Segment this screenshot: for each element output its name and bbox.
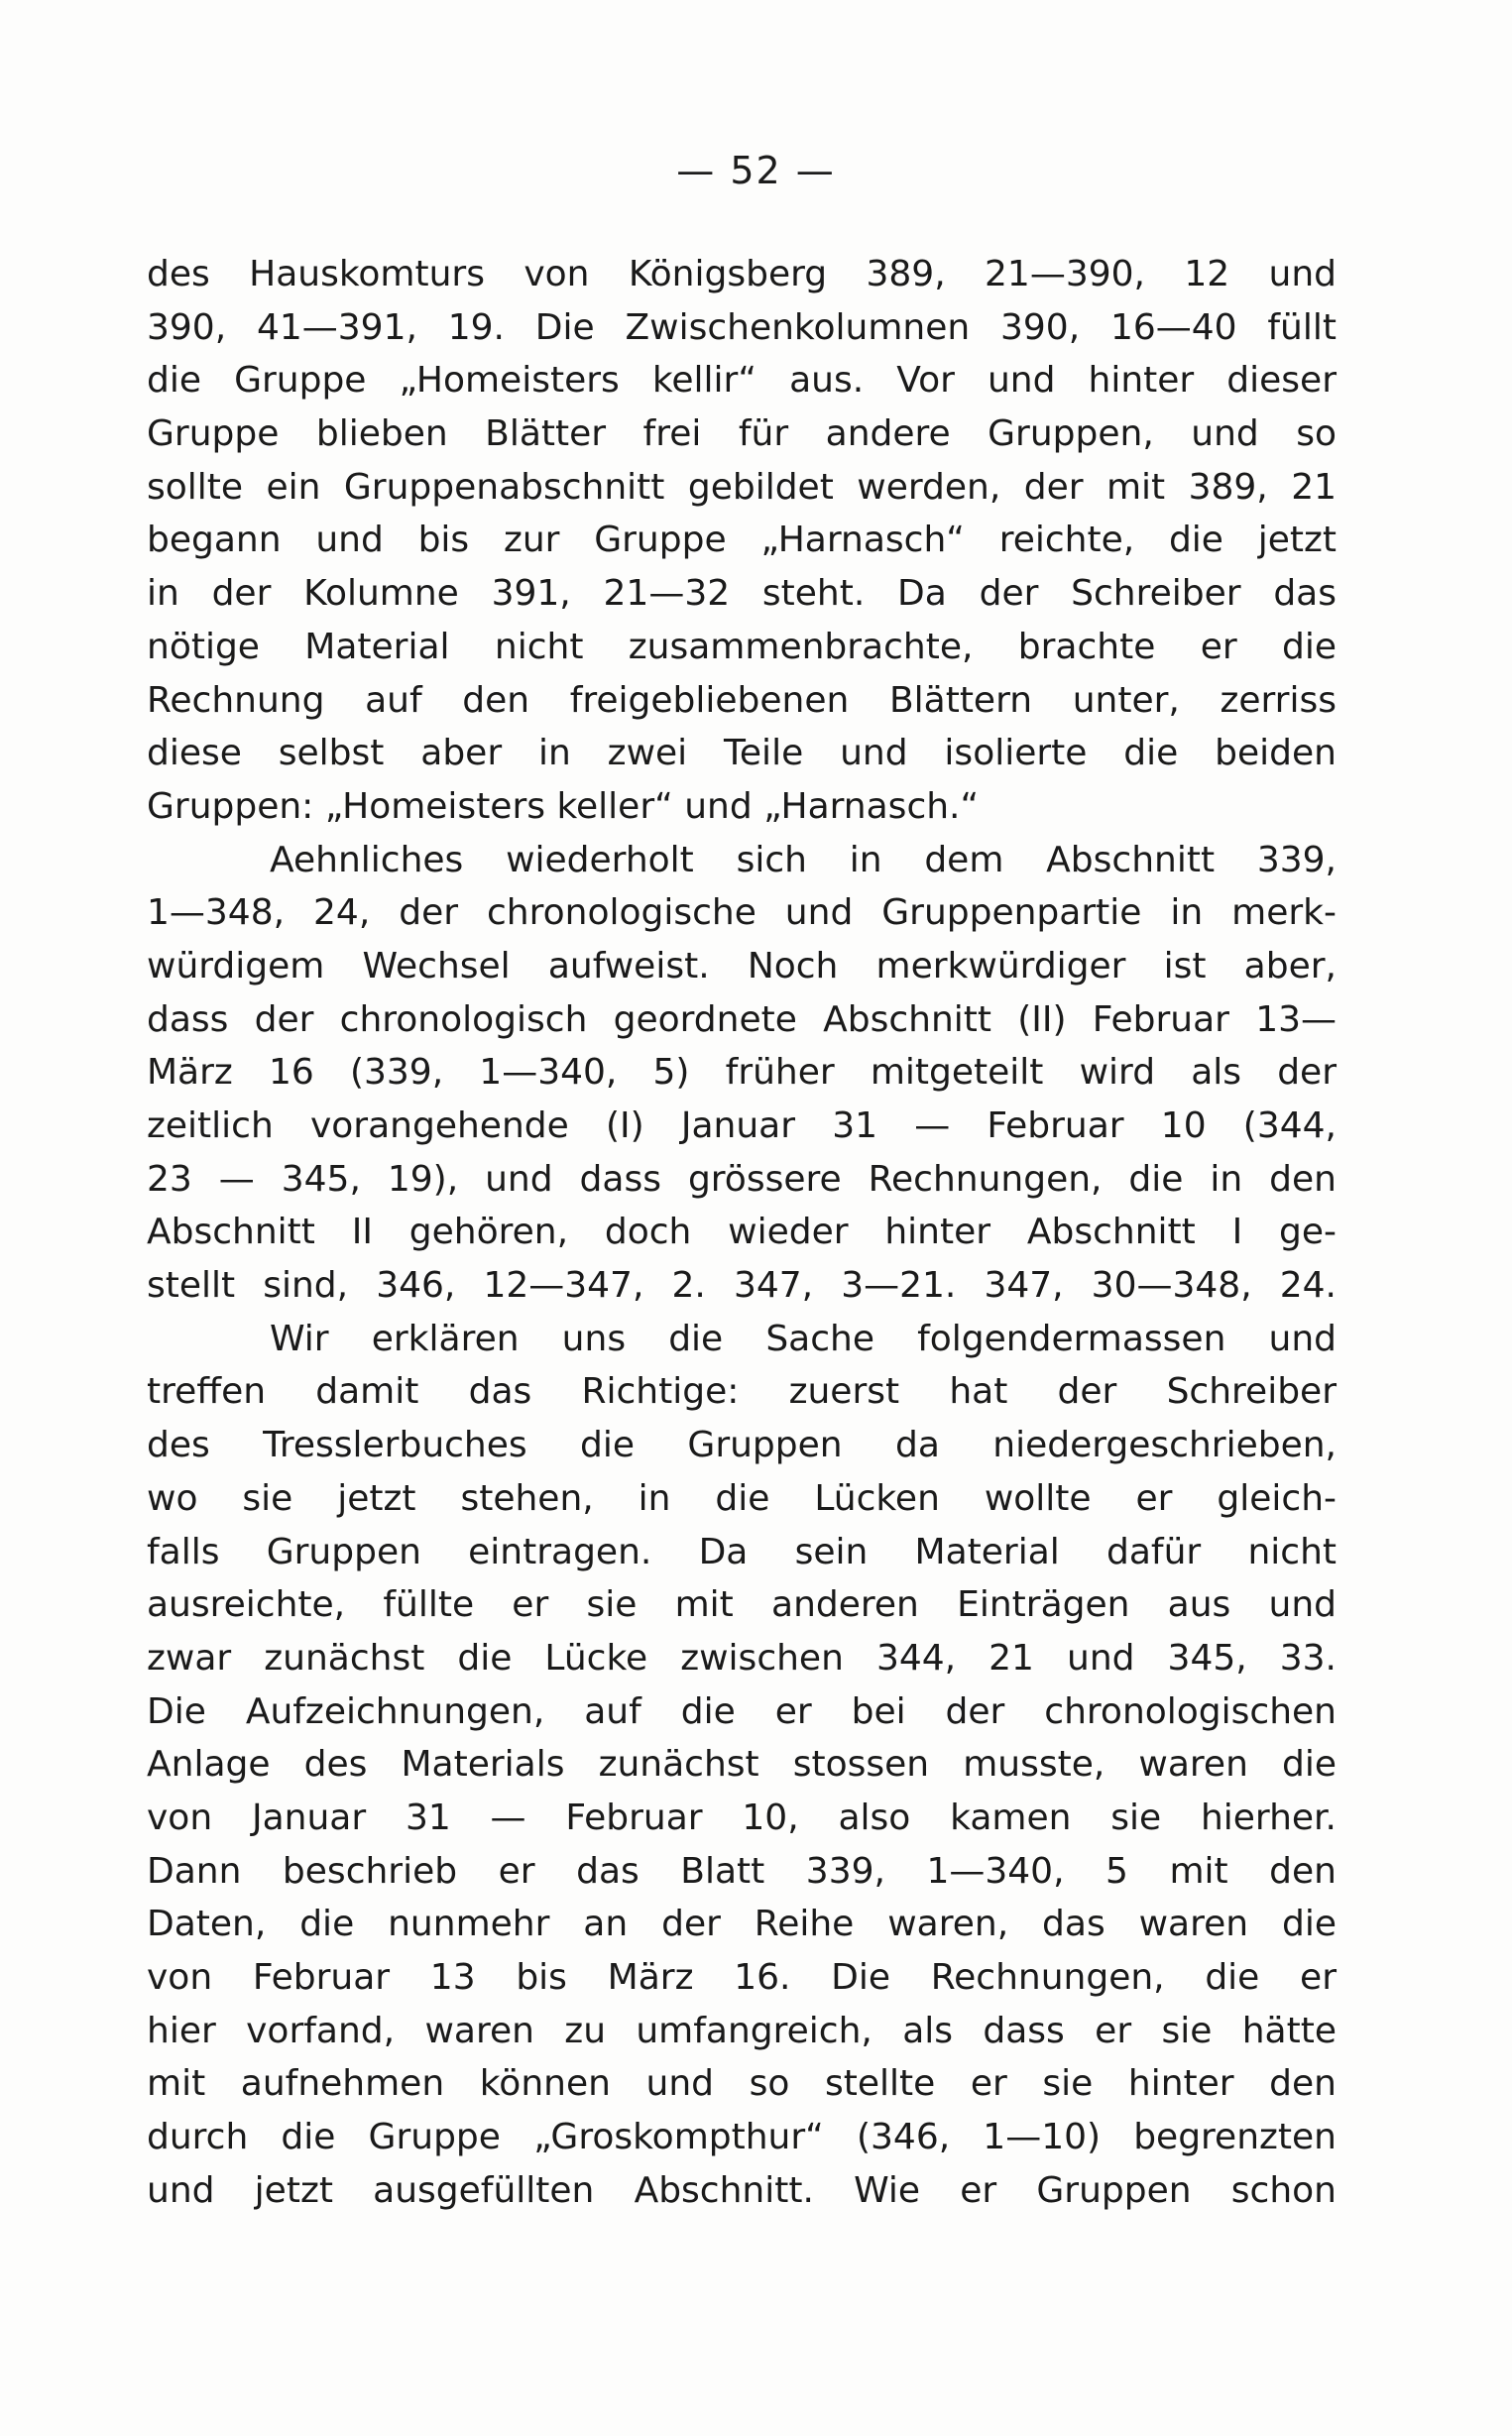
text-line: nötige Material nicht zusammenbrachte, brachte er die bbox=[147, 626, 1337, 667]
text-line: 1—348, 24, der chronologische und Gruppenpartie in merk- bbox=[147, 892, 1337, 934]
text-line: 390, 41—391, 19. Die Zwischenkolumnen 390, 16—40 füllt bbox=[147, 306, 1337, 348]
text-line: hier vorfand, waren zu umfangreich, als dass er sie hätte bbox=[147, 2010, 1337, 2051]
text-line: März 16 (339, 1—340, 5) früher mitgeteilt wird als der bbox=[147, 1052, 1337, 1094]
text-line: und jetzt ausgefüllten Abschnitt. Wie er Gruppen schon bbox=[147, 2169, 1337, 2211]
text-line: treffen damit das Richtige: zuerst hat der Schreiber bbox=[147, 1371, 1337, 1413]
text-line: 23 — 345, 19), und dass grössere Rechnungen, die in den bbox=[147, 1158, 1337, 1200]
text-line: ausreichte, füllte er sie mit anderen Einträgen aus und bbox=[147, 1584, 1337, 1626]
text-line: die Gruppe „Homeisters kellir“ aus. Vor und hinter dieser bbox=[147, 360, 1337, 402]
text-line: Abschnitt II gehören, doch wieder hinter Abschnitt I ge- bbox=[147, 1212, 1337, 1253]
text-line: Die Aufzeichnungen, auf die er bei der chronologischen bbox=[147, 1690, 1337, 1732]
text-line: des Tresslerbuches die Gruppen da niedergeschrieben, bbox=[147, 1425, 1337, 1466]
text-line: Anlage des Materials zunächst stossen musste, waren die bbox=[147, 1744, 1337, 1786]
text-line: Gruppen: „Homeisters keller“ und „Harnasch.“ bbox=[147, 785, 980, 827]
text-line: in der Kolumne 391, 21—32 steht. Da der Schreiber das bbox=[147, 573, 1337, 615]
text-line: des Hauskomturs von Königsberg 389, 21—390, 12 und bbox=[147, 254, 1337, 294]
page-number: — 52 — bbox=[676, 149, 836, 192]
text-line: Daten, die nunmehr an der Reihe waren, das waren die bbox=[147, 1904, 1337, 1945]
text-line: Dann beschrieb er das Blatt 339, 1—340, 5 mit den bbox=[147, 1850, 1337, 1892]
text-line: würdigem Wechsel aufweist. Noch merkwürdiger ist aber, bbox=[147, 945, 1337, 986]
text-line: von Februar 13 bis März 16. Die Rechnungen, die er bbox=[147, 1957, 1337, 1998]
text-line: Rechnung auf den freigebliebenen Blättern unter, zerriss bbox=[147, 679, 1337, 721]
text-line: Aehnliches wiederholt sich in dem Abschnitt 339, bbox=[270, 839, 1337, 880]
text-line: zeitlich vorangehende (I) Januar 31 — Februar 10 (344, bbox=[147, 1105, 1337, 1146]
text-line: von Januar 31 — Februar 10, also kamen sie hierher. bbox=[147, 1797, 1337, 1838]
text-line: sollte ein Gruppenabschnitt gebildet werden, der mit 389, 21 bbox=[147, 466, 1337, 508]
text-line: stellt sind, 346, 12—347, 2. 347, 3—21. 347, 30—348, 24. bbox=[147, 1265, 1337, 1307]
text-line: dass der chronologisch geordnete Abschnitt (II) Februar 13— bbox=[147, 998, 1337, 1040]
text-line: Wir erklären uns die Sache folgendermassen und bbox=[270, 1318, 1337, 1359]
text-line: zwar zunächst die Lücke zwischen 344, 21 und 345, 33. bbox=[147, 1637, 1337, 1679]
text-line: durch die Gruppe „Groskompthur“ (346, 1—10) begrenzten bbox=[147, 2117, 1337, 2158]
text-line: mit aufnehmen können und so stellte er sie hinter den bbox=[147, 2063, 1337, 2105]
body-text bbox=[147, 248, 1337, 2217]
text-line: begann und bis zur Gruppe „Harnasch“ reichte, die jetzt bbox=[147, 520, 1337, 561]
text-line: diese selbst aber in zwei Teile und isolierte die beiden bbox=[147, 733, 1337, 774]
text-line: Gruppe blieben Blätter frei für andere Gruppen, und so bbox=[147, 413, 1337, 455]
text-line: falls Gruppen eintragen. Da sein Material dafür nicht bbox=[147, 1531, 1337, 1572]
text-line: wo sie jetzt stehen, in die Lücken wollte er gleich- bbox=[147, 1477, 1337, 1519]
